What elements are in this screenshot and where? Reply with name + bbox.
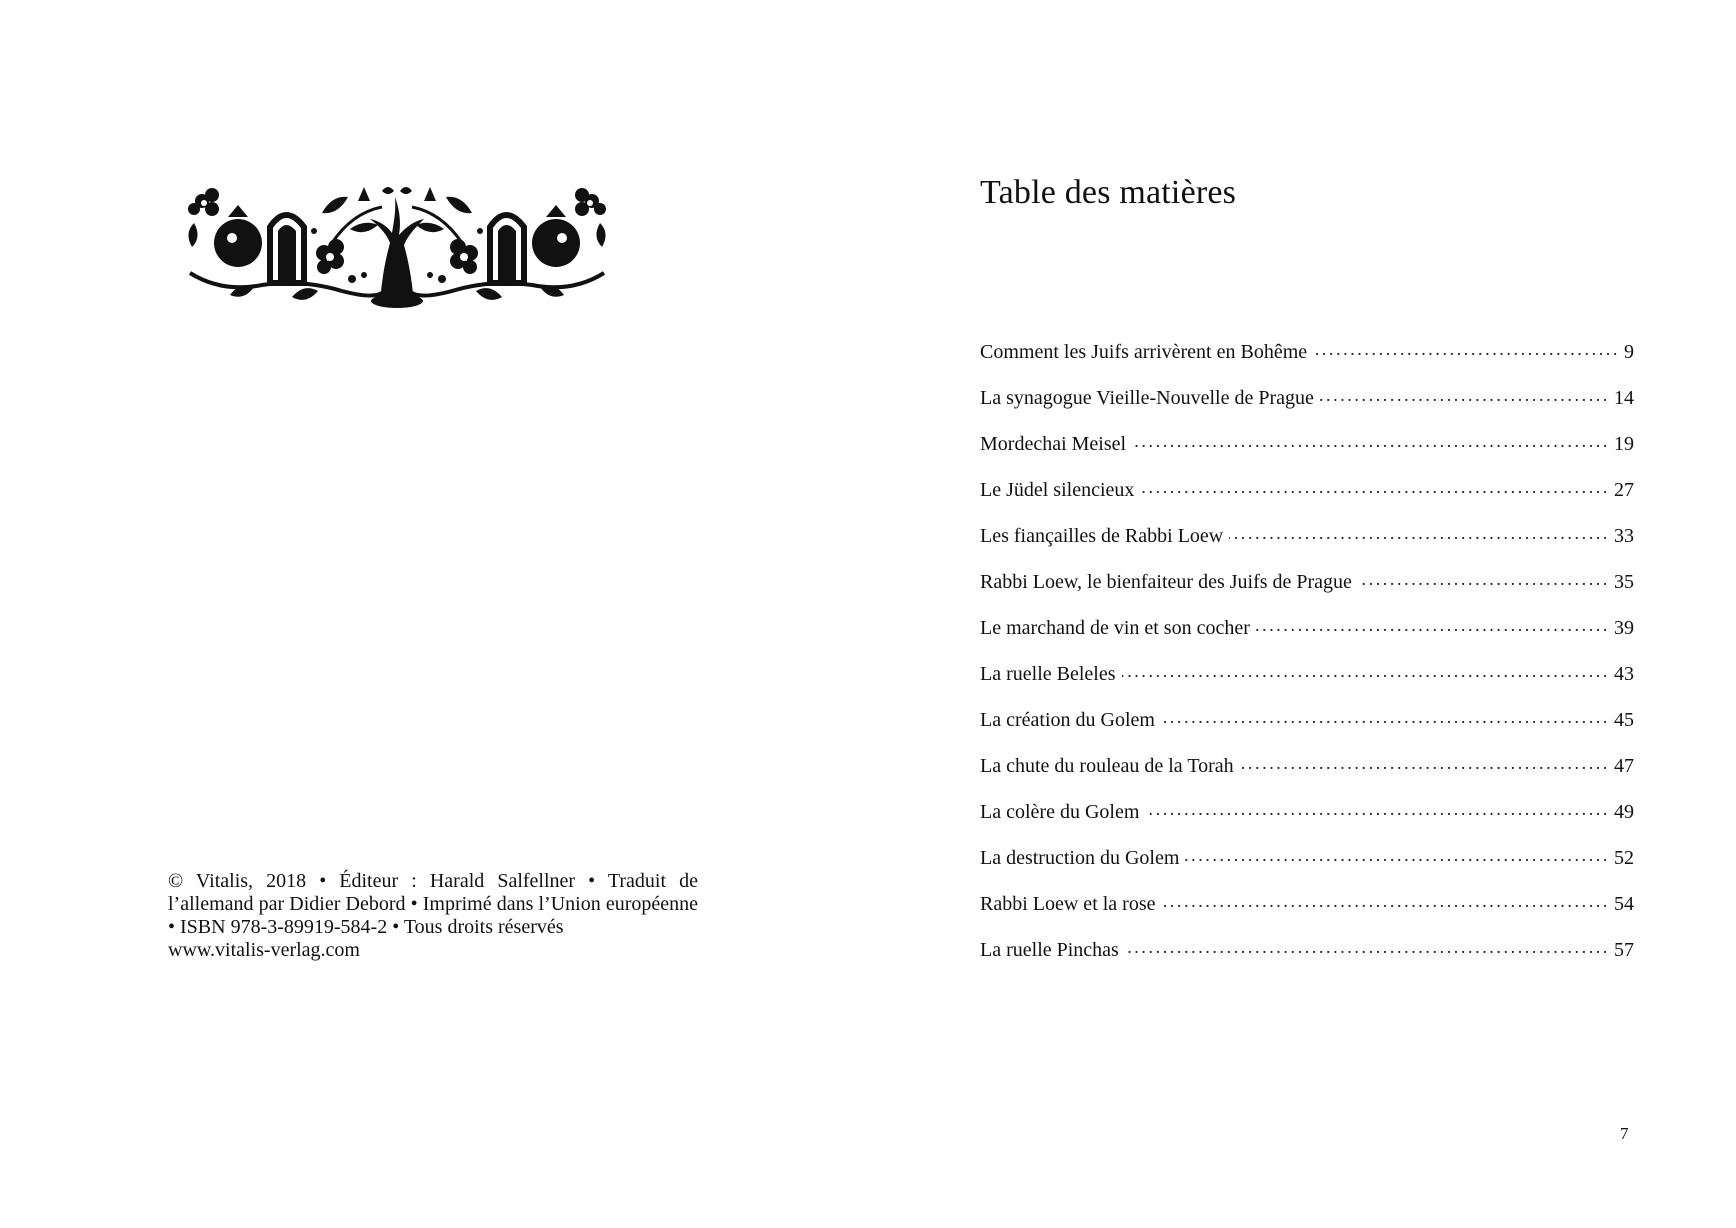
toc-entry-title: Les fiançailles de Rabbi Loew: [980, 525, 1224, 547]
toc-entry-page: 35: [1614, 571, 1634, 593]
dot-leader: [1256, 614, 1610, 634]
table-of-contents: [980, 338, 1634, 982]
publisher-website: www.vitalis-verlag.com: [168, 939, 360, 961]
toc-entry-title: La destruction du Golem: [980, 847, 1180, 869]
dot-leader: [1125, 936, 1610, 956]
toc-entry-title: La ruelle Beleles: [980, 663, 1116, 685]
toc-entry: [980, 890, 1634, 936]
colophon-text: © Vitalis, 2018 • Éditeur : Harald Salfellner • Traduit de l’allemand par Didier Debord • Imprimé dans l’Union européenne • ISBN 978-3-89919-584-2 • Tous droits réservés: [168, 870, 698, 938]
toc-entry: [980, 660, 1634, 706]
page-number: 7: [1620, 1124, 1629, 1143]
toc-entry-page: 9: [1624, 341, 1634, 363]
floral-ornament-icon: [182, 183, 612, 309]
toc-entry-title: Le Jüdel silencieux: [980, 479, 1135, 501]
toc-entry-title: La création du Golem: [980, 709, 1155, 731]
toc-entry: [980, 752, 1634, 798]
dot-leader: [1140, 476, 1610, 496]
toc-entry: [980, 844, 1634, 890]
toc-entry-page: 43: [1614, 663, 1634, 685]
dot-leader: [1132, 430, 1610, 450]
toc-entry-page: 49: [1614, 801, 1634, 823]
toc-entry-page: 33: [1614, 525, 1634, 547]
toc-entry-page: 47: [1614, 755, 1634, 777]
dot-leader: [1313, 338, 1620, 358]
dot-leader: [1320, 384, 1610, 404]
toc-entry: [980, 706, 1634, 752]
toc-entry-title: La chute du rouleau de la Torah: [980, 755, 1234, 777]
toc-entry: [980, 476, 1634, 522]
dot-leader: [1161, 706, 1610, 726]
toc-entry: [980, 430, 1634, 476]
toc-entry-title: La colère du Golem: [980, 801, 1140, 823]
toc-entry-page: 27: [1614, 479, 1634, 501]
toc-entry-title: La synagogue Vieille-Nouvelle de Prague: [980, 387, 1314, 409]
toc-entry-page: 54: [1614, 893, 1634, 915]
toc-entry-title: Comment les Juifs arrivèrent en Bohême: [980, 341, 1308, 363]
toc-entry: [980, 522, 1634, 568]
toc-entry: [980, 614, 1634, 660]
toc-entry: [980, 384, 1634, 430]
toc-entry-page: 39: [1614, 617, 1634, 639]
dot-leader: [1185, 844, 1610, 864]
toc-entry-title: Rabbi Loew, le bienfaiteur des Juifs de Prague: [980, 571, 1352, 593]
dot-leader: [1358, 568, 1610, 588]
dot-leader: [1240, 752, 1610, 772]
toc-entry-page: 52: [1614, 847, 1634, 869]
toc-entry-page: 45: [1614, 709, 1634, 731]
toc-entry-title: Le marchand de vin et son cocher: [980, 617, 1250, 639]
dot-leader: [1229, 522, 1610, 542]
toc-entry: [980, 798, 1634, 844]
toc-entry-title: Rabbi Loew et la rose: [980, 893, 1156, 915]
colophon: [168, 870, 698, 962]
dot-leader: [1145, 798, 1610, 818]
toc-entry: [980, 568, 1634, 614]
toc-entry-page: 14: [1614, 387, 1634, 409]
dot-leader: [1162, 890, 1611, 910]
toc-entry-page: 19: [1614, 433, 1634, 455]
toc-entry-title: La ruelle Pinchas: [980, 939, 1119, 961]
toc-entry-title: Mordechai Meisel: [980, 433, 1127, 455]
toc-entry-page: 57: [1614, 939, 1634, 961]
toc-entry: [980, 936, 1634, 982]
toc-entry: [980, 338, 1634, 384]
toc-title: Table des matières: [980, 174, 1237, 211]
dot-leader: [1122, 660, 1611, 680]
